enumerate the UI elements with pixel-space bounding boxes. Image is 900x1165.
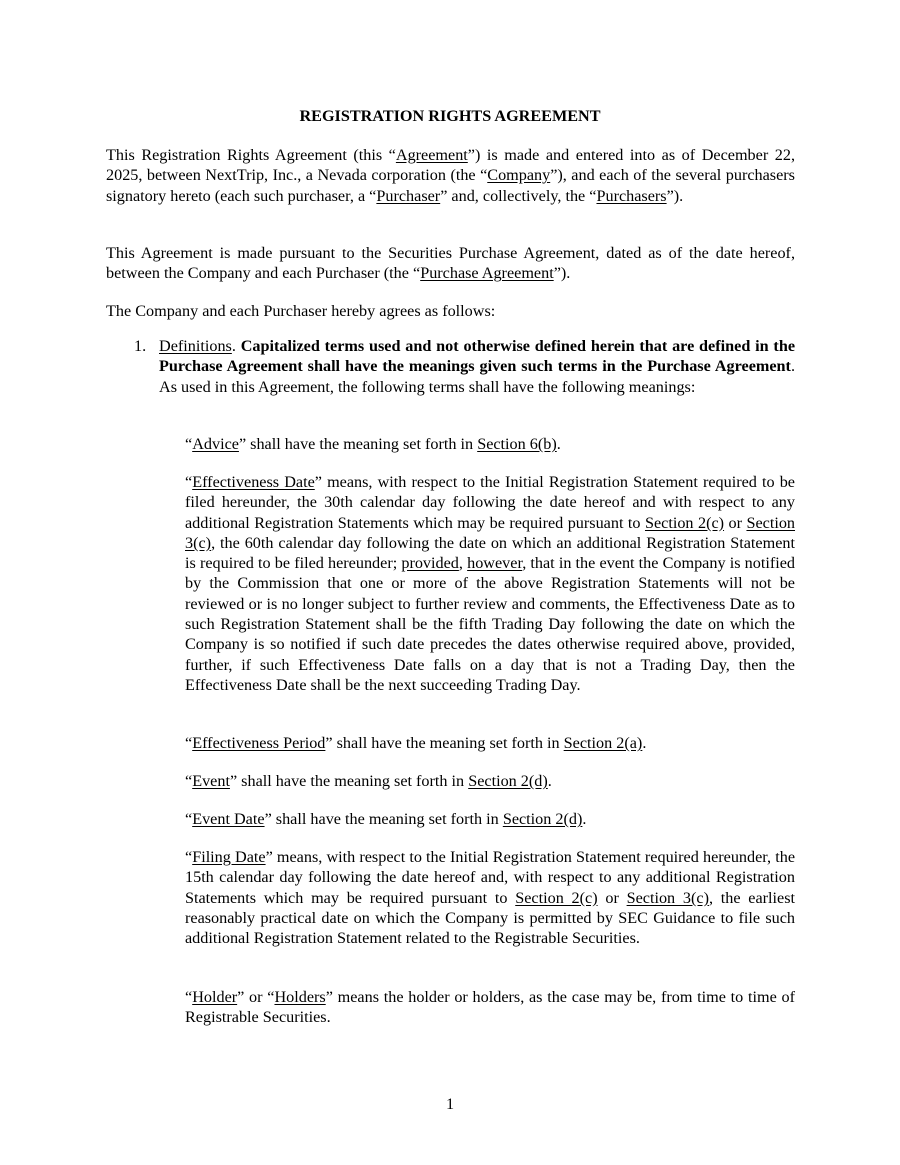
section-heading: Definitions [159,337,232,355]
text-run: ” shall have the meaning set forth in [229,772,469,790]
defined-term-purchaser: Purchaser [376,186,441,205]
text-run: or [597,888,627,907]
text-run: ” means the holder or holders, as the case may be, from time to time of Registrable Securities. [185,988,795,1027]
section-reference: Section 3(c) [185,513,796,552]
defined-term: Effectiveness Date [192,473,315,491]
defined-term-purchase-agreement: Purchase Agreement [420,264,554,283]
text-run: . [556,435,561,453]
defined-term: Effectiveness Period [192,734,326,752]
defined-term-company: Company [487,166,551,185]
text-run: ”), and each of the several purchasers signatory hereto (each such purchaser, a “ [106,166,795,205]
text-run: ” shall have the meaning set forth in [325,734,564,752]
page-number: 1 [445,1095,455,1113]
intro-paragraph-parties [106,145,795,206]
text-run: , the earliest reasonably practical date on which the Company is permitted by SEC Guidance to file such additional Registration Statement related to the Registrable Securities. [185,888,796,948]
section-reference: Section 3(c) [626,888,709,907]
definition-event-date: “Event Date” shall have the meaning set forth in Section 2(d). [185,810,587,828]
text-run: ” and, collectively, the “ [440,186,597,205]
text-run: . [231,337,241,355]
section-reference: Section 6(b) [477,435,557,453]
defined-term-agreement: Agreement [395,146,468,164]
intro-paragraph-agreement: The Company and each Purchaser hereby agrees as follows: [106,302,496,320]
intro-paragraph-purpose [106,243,795,284]
definition-effectiveness-period: “Effectiveness Period” shall have the meaning set forth in Section 2(a). [185,734,647,752]
section-reference: Section 2(c) [515,888,598,907]
definition-effectiveness-date: “Effectiveness Date” means, with respect to the Initial Registration Statement required to be filed hereunder, the 30th calendar day following the date hereof and with respect to any additional Registration Statements which may be required pursuant to Section 2(c) or Section 3(c), the 60th calendar day following the date on which an additional Registration Statement is required to be filed hereunder; provided, however, that in the event the Company is notified by the Commission that one or more of the above Registration Statements will not be reviewed or is no longer subject to further review and comments, the Effectiveness Date as to such Registration Statement shall be the fifth Trading Day following the date on which the Company is so notified if such date precedes the dates otherwise required above, provided, further, if such Effectiveness Date falls on a day that is not a Trading Day, then the Effectiveness Date shall be the next succeeding Trading Day. [185,473,796,694]
defined-term: Holders [274,988,326,1006]
defined-term-purchasers: Purchasers [596,186,667,205]
section-reference: Section 2(c) [644,513,725,532]
text-run: ” or “ [237,988,275,1006]
defined-term: Event Date [192,810,265,828]
definition-filing-date: “Filing Date” means, with respect to the Initial Registration Statement required hereunder, the 15th calendar day following the date hereof and, with respect to any additional Registration Statements which may be required pursuant to Section 2(c) or Section 3(c), the earliest reasonably practical date on which the Company is permitted by SEC Guidance to file such additional Registration Statement related to the Registrable Securities. [185,848,796,948]
defined-term: Event [192,772,230,790]
defined-term: Holder [192,988,238,1006]
text-run: ”). [553,264,571,283]
text-run: ” shall have the meaning set forth in [238,435,478,453]
text-run: ”). [666,186,684,205]
section-number: 1. [134,337,147,355]
section-reference: Section 2(d) [502,810,583,828]
section-1-definitions [159,336,795,397]
text-run: This Agreement is made pursuant to the Securities Purchase Agreement, dated as of the date hereof, between the Company and each Purchaser (the “ [106,244,795,283]
text-run: . [582,810,587,828]
document-title: REGISTRATION RIGHTS AGREEMENT [299,107,601,125]
text-run: ” means, with respect to the Initial Registration Statement required hereunder, the 15th calendar day following the date hereof and, with respect to any additional Registration Statements which may be required pursuant to [185,848,795,907]
definition-event: “Event” shall have the meaning set forth in Section 2(d). [185,772,552,790]
bold-definitions-clause: Capitalized terms used and not otherwise defined herein that are defined in the Purchase Agreement shall have the meanings given such terms in the Purchase Agreement [159,337,796,376]
definition-advice: “Advice” shall have the meaning set forth in Section 6(b). [185,435,561,453]
defined-term: Filing Date [192,848,266,866]
text-run: ” shall have the meaning set forth in [264,810,503,828]
text-run: . As used in this Agreement, the following terms shall have the following meanings: [159,357,795,396]
text-run: ”) is made and entered into as of December 22, 2025, between NextTrip, Inc., a Nevada corporation (the “ [106,146,795,185]
definition-holder: “Holder” or “Holders” means the holder or holders, as the case may be, from time to time of Registrable Securities. [185,988,795,1027]
text-run: This Registration Rights Agreement (this “ [106,146,396,164]
however-term: however [467,554,523,573]
defined-term: Advice [192,435,239,453]
text-run: . [642,734,647,752]
text-run: ” means, with respect to the Initial Registration Statement required to be filed hereunder, the 30th calendar day following the date hereof and with respect to any additional Registration Statements which may be required pursuant to [185,473,795,532]
text-run: . [547,772,552,790]
section-reference: Section 2(a) [563,734,643,752]
section-reference: Section 2(d) [468,772,548,790]
provided-term: provided [401,554,459,573]
text-run: , [458,554,468,573]
text-run: , the 60th calendar day following the date on which an additional Registration Statement is required to be filed hereunder; [185,533,795,573]
text-run: , that in the event the Company is notified by the Commission that one or more of the above Registration Statements will not be reviewed or is no longer subject to further review and comments, the Effectiveness Date as to such Registration Statement shall be the fifth Trading Day following the date on which the Company is so notified if such date precedes the dates otherwise required above, provided, further, if such Effectiveness Date falls on a day that is not a Trading Day, then the Effectiveness Date shall be the next succeeding Trading Day. [185,554,795,694]
text-run: or [724,513,747,532]
